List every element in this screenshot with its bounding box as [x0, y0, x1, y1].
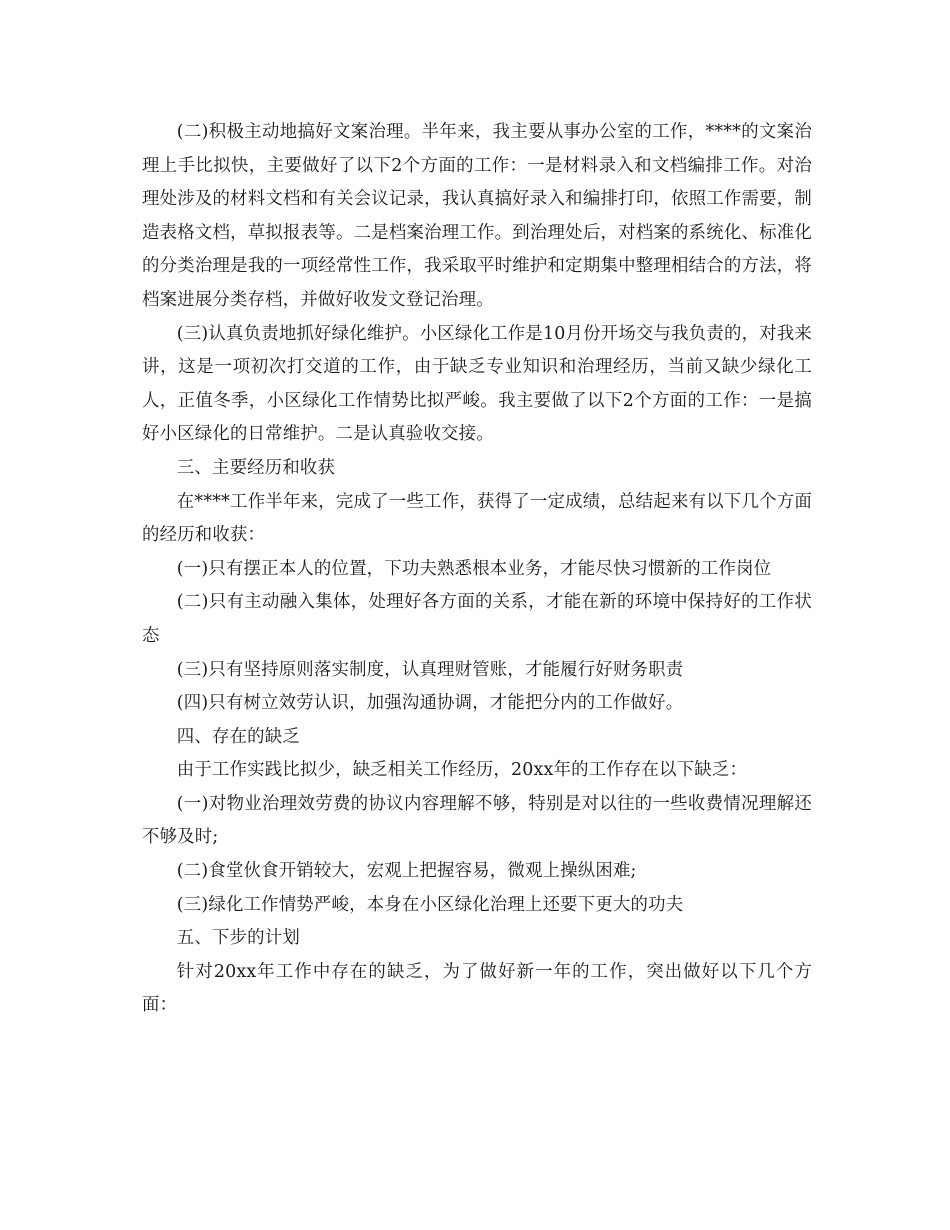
document-body — [142, 116, 812, 1023]
paragraph-greening-maintenance: (三)认真负责地抓好绿化维护。小区绿化工作是10月份开场交与我负责的，对我来讲，这是一项初次打交道的工作，由于缺乏专业知识和治理经历，当前又缺少绿化工人，正值冬季，小区绿化工作情势比拟严峻。我主要做了以下2个方面的工作：一是搞好小区绿化的日常维护。二是认真验收交接。 — [142, 323, 812, 445]
list-item-experience-1: (一)只有摆正本人的位置，下功夫熟悉根本业务，才能尽快习惯新的工作岗位 — [176, 558, 772, 579]
paragraph-plan-intro: 针对20xx年工作中存在的缺乏，为了做好新一年的工作，突出做好以下几个方面： — [142, 961, 812, 1016]
list-item-experience-3: (三)只有坚持原则落实制度，认真理财管账，才能履行好财务职责 — [176, 659, 684, 680]
list-item-shortcoming-1: (一)对物业治理效劳费的协议内容理解不够，特别是对以往的一些收费情况理解还不够及时; — [142, 793, 812, 848]
section-heading-shortcomings: 四、存在的缺乏 — [176, 726, 300, 747]
list-item-shortcoming-2: (二)食堂伙食开销较大，宏观上把握容易，微观上操纵困难; — [176, 861, 637, 882]
list-item-experience-2: (二)只有主动融入集体，处理好各方面的关系，才能在新的环境中保持好的工作状态 — [142, 592, 812, 646]
list-item-shortcoming-3: (三)绿化工作情势严峻，本身在小区绿化治理上还要下更大的功夫 — [176, 894, 684, 915]
paragraph-shortcomings-intro: 由于工作实践比拟少，缺乏相关工作经历，20xx年的工作存在以下缺乏： — [176, 760, 748, 781]
list-item-experience-4: (四)只有树立效劳认识，加强沟通协调，才能把分内的工作做好。 — [176, 693, 684, 714]
paragraph-experience-intro: 在****工作半年来，完成了一些工作，获得了一定成绩，总结起来有以下几个方面的经历和收获： — [142, 491, 812, 546]
section-heading-plan: 五、下步的计划 — [176, 928, 300, 949]
section-heading-experience: 三、主要经历和收获 — [176, 457, 336, 478]
paragraph-wenan-management: (二)积极主动地搞好文案治理。半年来，我主要从事办公室的工作，****的文案治理上手比拟快，主要做好了以下2个方面的工作：一是材料录入和文档编排工作。对治理处涉及的材料文档和有关会议记录，我认真搞好录入和编排打印，依照工作需要，制造表格文档，草拟报表等。二是档案治理工作。到治理处后，对档案的系统化、标准化的分类治理是我的一项经常性工作，我采取平时维护和定期集中整理相结合的方法，将档案进展分类存档，并做好收发文登记治理。 — [142, 122, 812, 310]
